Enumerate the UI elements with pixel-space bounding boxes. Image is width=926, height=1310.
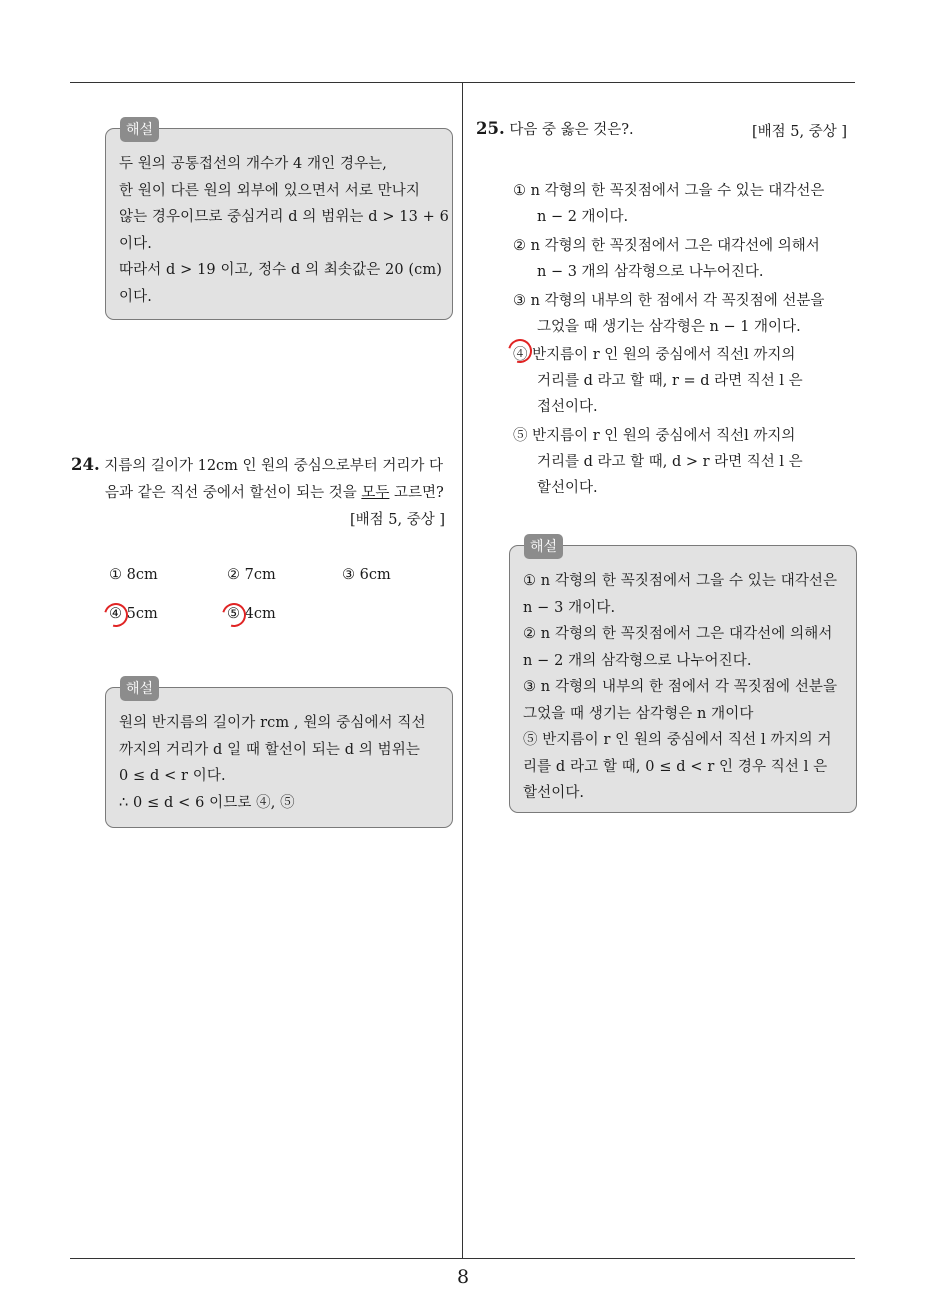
solution-line: 이다. [119, 235, 152, 252]
question-24 [71, 454, 443, 475]
solution-line: 않는 경우이므로 중심거리 d 의 범위는 d > 13 + 6 [119, 209, 449, 225]
choice-1[interactable] [513, 178, 824, 230]
column-divider [462, 83, 463, 1258]
choice-2[interactable] [513, 233, 820, 285]
choice-line: ③ n 각형의 내부의 한 점에서 각 꼭짓점에 선분을 [513, 293, 825, 309]
solution-line: ① n 각형의 한 꼭짓점에서 그을 수 있는 대각선은 [523, 573, 838, 589]
choice-line: 거리를 d 라고 할 때, r = d 라면 직선 l 은 [537, 373, 803, 389]
option-4[interactable]: ④ 5cm [109, 606, 158, 622]
solution-line: 그었을 때 생기는 삼각형은 n 개이다 [523, 705, 754, 722]
solution-line: ⑤ 반지름이 r 인 원의 중심에서 직선 l 까지의 거 [523, 732, 832, 748]
choice-line: ⑤ 반지름이 r 인 원의 중심에서 직선l 까지의 [513, 428, 796, 444]
question-text-part: 고르면? [389, 485, 444, 501]
solution-line: 두 원의 공통접선의 개수가 4 개인 경우는, [119, 156, 387, 172]
solution-line: 원의 반지름의 길이가 rcm , 원의 중심에서 직선 [119, 715, 426, 731]
choice-line: ④ 반지름이 r 인 원의 중심에서 직선l 까지의 [513, 347, 796, 363]
choice-line: n − 2 개이다. [537, 209, 629, 225]
solution-line: 까지의 거리가 d 일 때 할선이 되는 d 의 범위는 [119, 741, 420, 758]
solution-line: 0 ≤ d < r 이다. [119, 768, 226, 784]
option-1[interactable]: ① 8cm [109, 567, 158, 583]
question-text-part: 음과 같은 직선 중에서 할선이 되는 것을 [105, 485, 362, 501]
option-3[interactable]: ③ 6cm [342, 567, 391, 583]
solution-line: ③ n 각형의 내부의 한 점에서 각 꼭짓점에 선분을 [523, 679, 838, 695]
choice-line: ② n 각형의 한 꼭짓점에서 그은 대각선에 의해서 [513, 238, 820, 254]
solution-line: 리를 d 라고 할 때, 0 ≤ d < r 인 경우 직선 l 은 [523, 758, 828, 775]
question-25 [476, 118, 634, 139]
solution-box-24 [105, 681, 453, 828]
solution-tag: 해설 [120, 117, 159, 142]
solution-line: 이다. [119, 288, 152, 305]
option-2[interactable]: ② 7cm [227, 567, 276, 583]
choice-line: ① n 각형의 한 꼭짓점에서 그을 수 있는 대각선은 [513, 183, 825, 199]
solution-line: ∴ 0 ≤ d < 6 이므로 ④, ⑤ [119, 794, 295, 811]
choice-line: 할선이다. [537, 480, 598, 496]
underlined-word: 모두 [361, 485, 390, 501]
option-5[interactable]: ⑤ 4cm [227, 606, 276, 622]
score-meta: [배점 5, 중상 ] [752, 124, 848, 140]
question-number: 24. [71, 455, 100, 474]
choice-4[interactable] [513, 342, 803, 420]
solution-line: ② n 각형의 한 꼭짓점에서 그은 대각선에 의해서 [523, 626, 833, 642]
solution-line: 할선이다. [523, 785, 585, 801]
solution-box-23 [105, 122, 453, 320]
choice-3[interactable] [513, 288, 824, 340]
score-meta: [배점 5, 중상 ] [350, 512, 446, 528]
solution-box-25 [509, 539, 857, 813]
solution-line: 따라서 d > 19 이고, 정수 d 의 최솟값은 20 (cm) [119, 262, 442, 278]
solution-line: n − 3 개이다. [523, 599, 616, 616]
question-text: 다음 중 옳은 것은?. [509, 122, 634, 138]
choice-line: 그었을 때 생기는 삼각형은 n − 1 개이다. [537, 319, 801, 335]
question-number: 25. [476, 119, 505, 138]
solution-line: n − 2 개의 삼각형으로 나누어진다. [523, 652, 752, 669]
choice-5[interactable] [513, 423, 803, 501]
question-text-line [105, 481, 444, 502]
answer-mark-circle [218, 599, 251, 632]
choice-line: 거리를 d 라고 할 때, d > r 라면 직선 l 은 [537, 454, 803, 470]
solution-tag: 해설 [524, 534, 563, 559]
solution-line: 한 원이 다른 원의 외부에 있으면서 서로 만나지 [119, 182, 420, 199]
question-text: 지름의 길이가 12cm 인 원의 중심으로부터 거리가 다 [104, 458, 444, 474]
bottom-rule [70, 1258, 855, 1259]
choice-line: n − 3 개의 삼각형으로 나누어진다. [537, 264, 764, 280]
choice-line: 접선이다. [537, 399, 598, 415]
answer-mark-circle [100, 599, 133, 632]
page-number: 8 [456, 1266, 470, 1288]
solution-tag: 해설 [120, 676, 159, 701]
